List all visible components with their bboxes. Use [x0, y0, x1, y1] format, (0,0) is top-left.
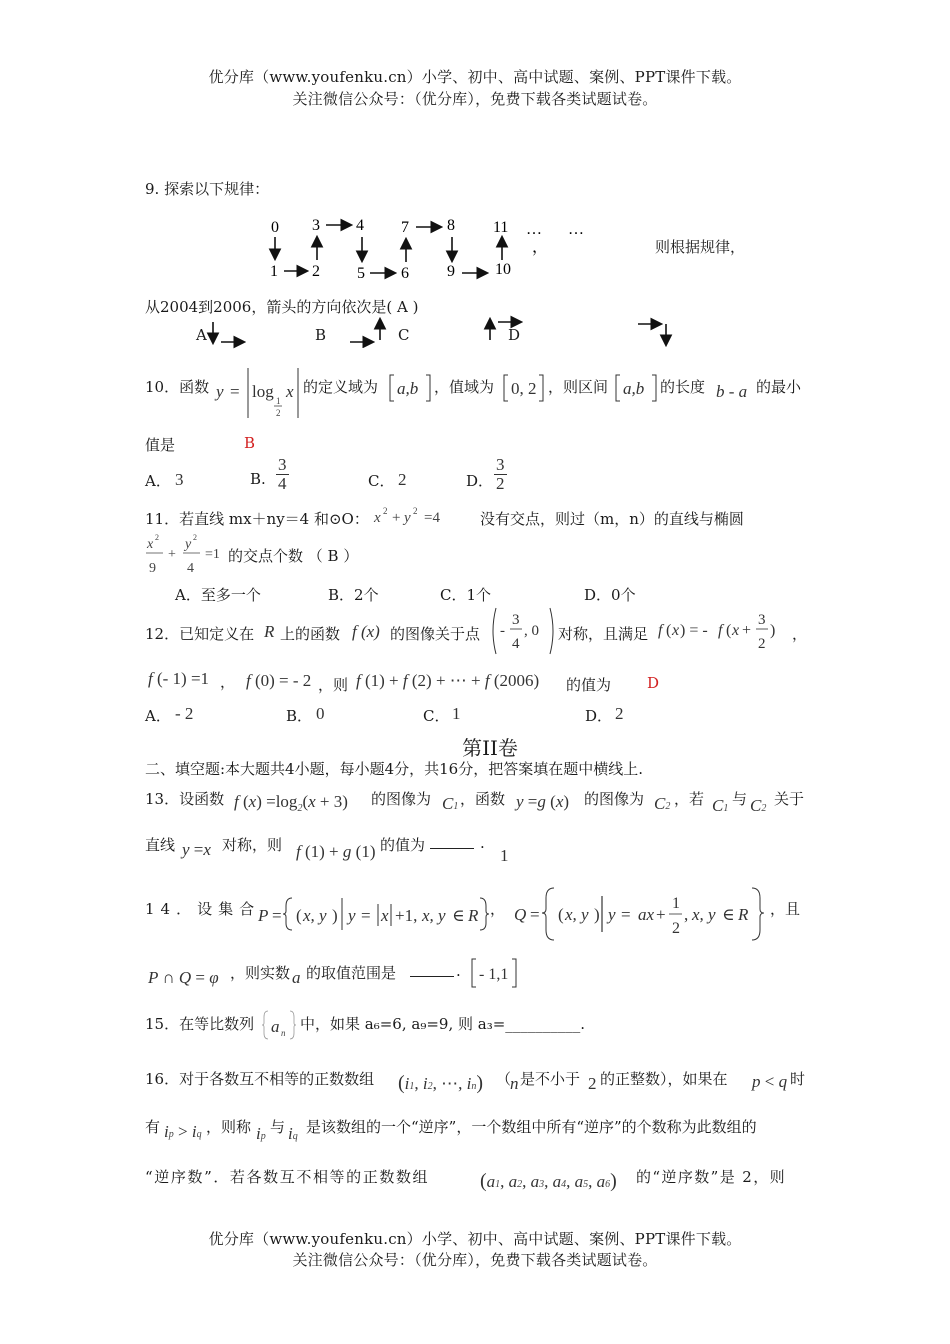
svg-text:=1: =1	[205, 547, 220, 562]
svg-text:x, y: x, y	[565, 905, 589, 924]
q12-comma-2: ，	[220, 673, 236, 691]
footer-line-1: 优分库（www.youfenku.cn）小学、初中、高中试题、案例、PPT课件下载。	[208, 1230, 742, 1248]
q16-ip: ip	[256, 1124, 266, 1143]
q10-option-b-numerator: 3	[278, 455, 287, 474]
svg-text:y: y	[216, 382, 224, 401]
q16-array-i: (i1, i2, ⋯, in)	[398, 1072, 484, 1094]
q10-option-c-value: 2	[398, 470, 407, 489]
svg-text:=: =	[361, 906, 371, 925]
q9-num-top-5: 11	[493, 219, 509, 236]
svg-text:,: ,	[684, 905, 689, 924]
q9-option-c-arrows	[482, 314, 528, 346]
svg-text:) = -: ) = -	[680, 622, 708, 639]
q11-pre: 11．若直线 mx＋ny＝4 和⊙O：	[145, 510, 369, 528]
q9-num-bottom-4: 9	[447, 263, 455, 280]
svg-text:- 1,1: - 1,1	[479, 966, 509, 983]
svg-text:2: 2	[383, 506, 388, 516]
q11-tail: 没有交点，则过（m，n）的直线与椭圆	[480, 510, 744, 528]
q12-fx: f (x)	[352, 622, 380, 641]
q14-comma: ，	[490, 900, 506, 918]
svg-text:log: log	[252, 382, 274, 401]
q9-num-bottom-1: 2	[312, 263, 320, 280]
q16-mid3: 的正整数），如果在	[600, 1070, 728, 1088]
svg-text:2: 2	[155, 533, 159, 542]
q14-line2-tail: 的取值范围是	[306, 964, 397, 982]
svg-text:1: 1	[672, 895, 680, 912]
q10-option-b-denominator: 4	[278, 473, 287, 493]
q14-set-q	[512, 884, 768, 944]
svg-text:n: n	[281, 1028, 286, 1038]
q16-ip-gt-iq: ip > iq	[164, 1122, 202, 1141]
q12-f-neg1: f (- 1) =1	[148, 669, 210, 688]
q12-comma: ，	[792, 625, 808, 643]
q11-line2: 的交点个数 （ B ）	[228, 547, 359, 565]
svg-text:f: f	[658, 622, 663, 639]
q10-line2: 值是	[145, 436, 176, 454]
q10-interval-ab-2	[614, 372, 660, 404]
q14-period: .	[456, 962, 461, 980]
q12-line2-tail: 的值为	[566, 676, 612, 694]
q9-option-b-arrows	[348, 316, 394, 348]
svg-text:4: 4	[512, 636, 520, 652]
q16-var-n: n	[510, 1074, 519, 1093]
q13-c1-b: C1	[712, 796, 729, 815]
q12-point	[490, 606, 558, 656]
svg-text:=: =	[530, 905, 540, 924]
svg-text:): )	[770, 622, 776, 639]
q9-option-a: A	[196, 326, 207, 344]
svg-text:a: a	[271, 1017, 280, 1036]
part-2-title: 第II卷	[462, 736, 518, 760]
q10-interval-ab	[388, 372, 434, 404]
svg-text:4: 4	[187, 561, 194, 576]
q10-option-c: C．	[368, 472, 395, 490]
q10-mid4: 的长度	[660, 378, 706, 396]
svg-text:+1,: +1,	[395, 906, 418, 925]
q12-option-d: D．	[585, 707, 613, 725]
q9-line2: 从2004到2006，箭头的方向依次是( A )	[145, 298, 419, 316]
svg-text:2: 2	[193, 533, 197, 542]
q10-option-b-fraction	[276, 456, 289, 493]
q12-option-a-value: - 2	[175, 704, 194, 723]
q16-num-2: 2	[588, 1074, 597, 1093]
q10-option-a: A．	[145, 472, 171, 490]
q9-num-bottom-3: 6	[401, 265, 409, 282]
svg-text:3: 3	[512, 612, 520, 628]
q9-option-a-arrows	[205, 320, 251, 350]
q11-circle-eq	[372, 504, 482, 530]
q16-line3-pre: “逆序数”．若各数互不相等的正数数组	[145, 1168, 430, 1186]
q10-mid2: ，值域为	[434, 378, 495, 396]
q13-c2: C2	[654, 794, 671, 813]
q16-mid1: （	[496, 1070, 512, 1088]
q9-ellipsis-1: …	[526, 221, 542, 238]
svg-text:=: =	[621, 905, 631, 924]
q16-line2-mid1: ，则称	[206, 1118, 252, 1136]
q9-num-top-2: 4	[356, 217, 364, 234]
svg-text:=: =	[272, 906, 282, 925]
svg-text:x: x	[286, 382, 294, 401]
svg-text:2: 2	[276, 408, 281, 418]
q14-blank[interactable]	[410, 962, 454, 981]
q10-option-d: D．	[466, 472, 494, 490]
q14-tail: ，且	[770, 900, 801, 918]
q16-iq: iq	[288, 1124, 298, 1143]
q12-mid3: 对称，且满足	[558, 625, 649, 643]
svg-text:3: 3	[758, 612, 766, 628]
q12-line2-mid: ，则	[318, 676, 349, 694]
q13-line2-mid: 对称，则	[222, 836, 283, 854]
q14-set-p	[256, 892, 492, 936]
q13-line-yx: y =x	[182, 840, 211, 859]
svg-text:+: +	[168, 547, 176, 562]
q16-line3-tail: 的“逆序数”是 2，则	[636, 1168, 787, 1186]
svg-text:∈: ∈	[452, 906, 465, 925]
q9-num-top-0: 0	[271, 219, 279, 236]
svg-text:=: =	[230, 382, 240, 401]
svg-text:a,b: a,b	[397, 379, 419, 398]
q13-c2-b: C2	[750, 796, 767, 815]
svg-text:): )	[594, 905, 600, 924]
q10-function-expr	[214, 364, 304, 420]
q16-p-lt-q: p < q	[752, 1072, 788, 1091]
svg-text:9: 9	[149, 561, 156, 576]
q16-mid2: 是不小于	[520, 1070, 581, 1088]
q10-length-expr: b - a	[716, 382, 748, 401]
q10-option-a-value: 3	[175, 470, 184, 489]
q15-text: 中，如果 a₆=6, a₉=9, 则 a₃=__________.	[300, 1015, 586, 1033]
svg-text:y: y	[404, 510, 411, 526]
q12-option-c: C．	[423, 707, 450, 725]
q10-range	[502, 372, 546, 404]
q12-option-b: B．	[286, 707, 313, 725]
q9-comma: ，	[532, 239, 549, 256]
q11-option-c: C．1个	[440, 586, 492, 604]
q16-line2-mid2: 与	[270, 1118, 286, 1136]
svg-text:x: x	[732, 622, 740, 639]
q10-mid3: ，则区间	[548, 378, 609, 396]
q10-mid1: 的定义域为	[303, 378, 379, 396]
svg-text:, 0: , 0	[524, 623, 539, 639]
q13-line2-pre: 直线	[145, 836, 176, 854]
q13-fx-expr: f $(x) =\log_2(x + 3)$	[234, 792, 348, 814]
svg-text:∈: ∈	[722, 905, 735, 924]
header-line-2: 关注微信公众号：（优分库），免费下载各类试题试卷。	[292, 90, 658, 108]
svg-text:2: 2	[413, 506, 418, 516]
q10-option-d-denominator: 2	[496, 473, 505, 493]
q16-tail: 时	[790, 1070, 806, 1088]
q13-answer: 1	[500, 846, 509, 865]
svg-text:): )	[332, 906, 338, 925]
q12-mid1: 上的函数	[280, 625, 341, 643]
q15-pre: 15．在等比数列	[145, 1015, 255, 1033]
q13-tail: 关于	[774, 790, 805, 808]
q12-set-r: R	[264, 622, 275, 641]
svg-text:x: x	[147, 537, 154, 552]
q13-period: .	[480, 834, 485, 852]
q12-functional-eq	[656, 606, 792, 656]
q13-line2-tail: 的值为	[380, 836, 426, 854]
q9-stem: 9. 探索以下规律：	[145, 180, 270, 198]
svg-text:x: x	[672, 622, 680, 639]
svg-text:ax: ax	[638, 905, 655, 924]
svg-text:x: x	[381, 906, 389, 925]
q12-option-b-value: 0	[316, 704, 325, 723]
q10-answer: B	[244, 434, 256, 452]
svg-text:0, 2: 0, 2	[511, 379, 537, 398]
q13-c1: C1	[442, 794, 459, 813]
svg-text:y: y	[608, 905, 616, 924]
q9-num-bottom-2: 5	[357, 265, 365, 282]
q12-answer: D	[647, 674, 660, 692]
svg-text:2: 2	[672, 920, 680, 937]
q12-sum-expr: f (1) + f (2) + ⋯ + f (2006)	[356, 671, 540, 690]
q13-gx-expr: y =g (x)	[516, 792, 570, 811]
q12-option-c-value: 1	[452, 704, 461, 723]
q14-answer-interval	[468, 956, 520, 990]
q13-mid1: 的图像为	[371, 790, 432, 808]
svg-text:=4: =4	[424, 510, 440, 526]
q13-mid2: ，函数	[460, 790, 506, 808]
q9-option-b: B	[315, 326, 327, 344]
q11-option-a: A．至多一个	[175, 586, 261, 604]
q9-num-top-4: 8	[447, 217, 455, 234]
q13-mid5: 与	[732, 790, 748, 808]
q9-option-c: C	[398, 326, 410, 344]
q9-num-top-1: 3	[312, 217, 320, 234]
q9-arrow-pattern	[260, 212, 600, 284]
svg-text:Q: Q	[514, 905, 527, 924]
header-line-1: 优分库（www.youfenku.cn）小学、初中、高中试题、案例、PPT课件下载。	[208, 68, 742, 86]
svg-text:+: +	[742, 622, 752, 639]
q10-pre: 10．函数	[145, 378, 210, 396]
svg-text:2: 2	[758, 636, 766, 652]
q16-array-a: (a1, a2, a3, a4, a5, a6)	[480, 1170, 617, 1192]
q10-option-d-fraction	[494, 456, 507, 493]
q12-pre: 12．已知定义在	[145, 625, 255, 643]
q9-option-d: D	[508, 326, 521, 344]
q9-num-bottom-0: 1	[270, 263, 278, 280]
q9-num-bottom-5: 10	[495, 261, 511, 278]
svg-text:P: P	[258, 906, 269, 925]
q12-mid2: 的图像关于点	[390, 625, 481, 643]
svg-text:(: (	[726, 622, 732, 639]
svg-text:-: -	[500, 623, 505, 639]
q15-sequence	[262, 1008, 298, 1042]
svg-text:a,b: a,b	[623, 379, 645, 398]
svg-text:R: R	[738, 905, 749, 924]
q10-option-b: B.	[250, 470, 266, 488]
part-2-intro: 二、填空题:本大题共4小题，每小题4分，共16分，把答案填在题中横线上.	[145, 760, 643, 778]
svg-text:x, y: x, y	[692, 905, 716, 924]
svg-text:y: y	[185, 537, 192, 552]
q16-line2-pre: 有	[145, 1118, 161, 1136]
q12-f-0: f (0) = - 2	[246, 671, 312, 690]
q14-line2-mid: ，则实数	[230, 964, 291, 982]
svg-text:y: y	[348, 906, 356, 925]
q9-ellipsis-2: …	[568, 221, 584, 238]
q13-mid3: 的图像为	[584, 790, 645, 808]
q11-option-b: B．2个	[328, 586, 379, 604]
q13-value-expr: f (1) + g (1)	[296, 842, 376, 861]
q9-num-top-3: 7	[401, 219, 409, 236]
svg-text:(: (	[666, 622, 672, 639]
footer-line-2: 关注微信公众号：（优分库），免费下载各类试题试卷。	[292, 1251, 658, 1269]
svg-text:(: (	[296, 906, 302, 925]
q16-line2-tail: 是该数组的一个“逆序”，一个数组中所有“逆序”的个数称为此数组的	[306, 1118, 757, 1136]
q10-tail: 的最小	[756, 378, 802, 396]
q14-var-a: a	[292, 968, 301, 987]
svg-text:R: R	[468, 906, 479, 925]
svg-text:f: f	[718, 622, 723, 639]
q13-mid4: ，若	[674, 790, 705, 808]
q9-option-d-arrows	[636, 314, 682, 350]
svg-text:x: x	[374, 510, 381, 526]
q9-tail: 则根据规律，	[655, 238, 746, 256]
q13-pre: 13．设函数	[145, 790, 225, 808]
svg-text:(: (	[558, 905, 564, 924]
q10-option-d-numerator: 3	[496, 455, 505, 474]
q11-option-d: D．0个	[584, 586, 636, 604]
svg-text:+: +	[392, 510, 401, 526]
q12-option-a: A．	[145, 707, 171, 725]
q14-intersection-expr: P ∩ Q = φ	[148, 968, 219, 987]
svg-text:x, y: x, y	[303, 906, 327, 925]
svg-text:+: +	[656, 905, 666, 924]
q11-ellipse-eq	[143, 532, 241, 578]
q14-pre: 14．设集合	[145, 900, 261, 918]
q13-blank[interactable]	[430, 834, 474, 853]
q12-option-d-value: 2	[615, 704, 624, 723]
svg-text:x, y: x, y	[422, 906, 446, 925]
q16-pre: 16．对于各数互不相等的正数数组	[145, 1070, 375, 1088]
svg-text:1: 1	[276, 396, 281, 406]
